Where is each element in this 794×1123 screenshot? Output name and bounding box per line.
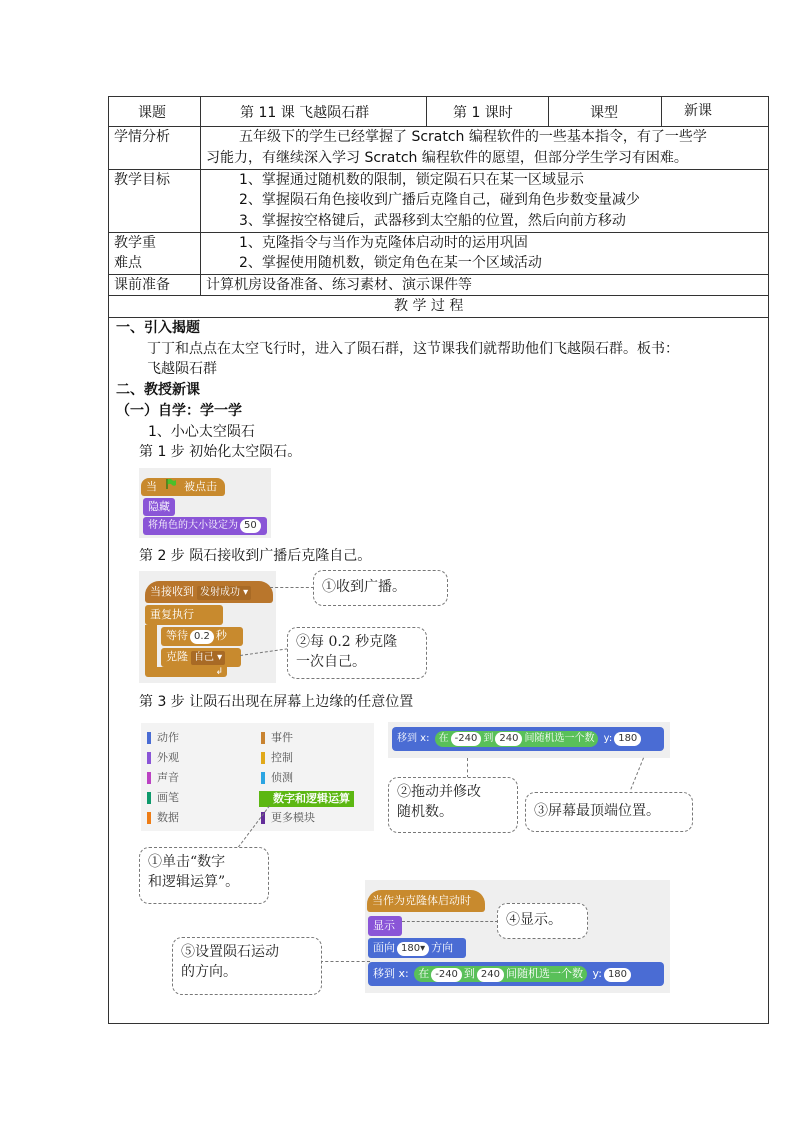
category-swatch	[147, 752, 151, 764]
random-from: -240	[451, 732, 482, 746]
clone-target-value: 自己	[194, 652, 214, 663]
clone-label: 克隆	[166, 650, 188, 663]
col-divider	[661, 96, 662, 126]
palette-category[interactable]	[261, 731, 293, 745]
category-label: 声音	[157, 771, 179, 784]
lesson-topic: 第 11 课 飞越陨石群	[240, 105, 370, 121]
callout-edit-random	[388, 777, 518, 833]
category-label: 外观	[157, 751, 179, 764]
callout-clone-line: 一次自己。	[296, 654, 366, 670]
callout-edit-line: 随机数。	[397, 804, 453, 820]
key-label: 教学重	[114, 235, 156, 251]
random-block	[435, 731, 599, 747]
script-receive-panel	[139, 571, 276, 683]
goto-random-block	[368, 962, 664, 986]
y-value: 180	[614, 732, 641, 746]
category-swatch	[263, 793, 267, 805]
goal-item: 3、掌握按空格键后，武器移到太空船的位置，然后向前方移动	[239, 213, 626, 229]
palette-category[interactable]	[147, 751, 179, 765]
wait-label: 等待	[166, 629, 188, 642]
section-1-text: 丁丁和点点在太空飞行时，进入了陨石群，这节课我们就帮助他们飞越陨石群。板书：	[147, 341, 679, 357]
category-swatch	[147, 772, 151, 784]
key-item: 1、克隆指令与当作为克隆体启动时的运用巩固	[239, 235, 528, 251]
set-size-label: 将角色的大小设定为	[148, 520, 238, 531]
direction-label: 方向	[431, 941, 454, 954]
callout-direction-line: 的方向。	[181, 964, 237, 980]
prep-label: 课前准备	[114, 277, 170, 293]
category-label: 控制	[271, 751, 293, 764]
receive-label: 当接收到	[150, 585, 194, 598]
goals-label: 教学目标	[114, 172, 170, 188]
message-value: 发射成功	[200, 587, 240, 598]
step-3-text: 第 3 步 让陨石出现在屏幕上边缘的任意位置	[139, 694, 414, 710]
callout-edit-line: ②拖动并修改	[397, 784, 481, 800]
category-swatch	[147, 792, 151, 804]
category-label: 数据	[157, 811, 179, 824]
key-item: 2、掌握使用随机数，锁定角色在某一个区域活动	[239, 255, 542, 271]
key-label: 难点	[114, 255, 142, 271]
repeat-forever-block: 重复执行	[145, 605, 223, 625]
y-label: y:	[603, 733, 613, 744]
category-label: 数字和逻辑运算	[273, 792, 350, 805]
set-size-block	[143, 517, 267, 535]
analysis-label: 学情分析	[114, 129, 170, 145]
wait-block	[161, 627, 243, 646]
clone-block	[161, 648, 241, 667]
lesson-period: 第 1 课时	[453, 105, 513, 121]
category-label: 动作	[157, 731, 179, 744]
message-dropdown: 发射成功 ▾	[197, 586, 251, 600]
category-swatch	[261, 772, 265, 784]
category-swatch	[261, 732, 265, 744]
size-value: 50	[240, 519, 261, 533]
random-to: 240	[495, 732, 522, 746]
lesson-type: 新课	[684, 103, 712, 119]
point-direction-block	[368, 938, 466, 958]
wait-value: 0.2	[190, 630, 214, 644]
section-1-text: 飞越陨石群	[147, 361, 217, 377]
callout-click-line: 和逻辑运算”。	[148, 874, 240, 890]
random-pick-label: 间随机选一个数	[524, 733, 595, 744]
palette-category[interactable]	[147, 791, 179, 805]
random-to: 240	[477, 968, 504, 982]
block-palette-panel	[141, 723, 374, 831]
category-label: 更多模块	[271, 811, 315, 824]
repeat-c-arm	[145, 625, 157, 667]
process-title: 教 学 过 程	[394, 298, 464, 314]
when-receive-block	[145, 581, 273, 603]
random-to-label: 到	[463, 967, 475, 980]
callout-click-operators	[139, 847, 269, 904]
section-2-title: 二、教授新课	[116, 382, 200, 398]
analysis-text: 五年级下的学生已经掌握了 Scratch 编程软件的一些基本指令，有了一些学	[239, 129, 707, 145]
palette-category[interactable]	[147, 731, 179, 745]
category-swatch	[147, 812, 151, 824]
goal-item: 2、掌握陨石角色接收到广播后克隆自己，碰到角色步数变量减少	[239, 192, 640, 208]
callout-connector	[270, 587, 314, 588]
step-1-text: 第 1 步 初始化太空陨石。	[139, 444, 302, 460]
col-divider	[426, 96, 427, 126]
goto-label: 移到 x:	[373, 967, 409, 980]
green-flag-icon	[165, 478, 177, 496]
palette-category[interactable]	[261, 771, 293, 785]
goal-item: 1、掌握通过随机数的限制，锁定陨石只在某一区域显示	[239, 172, 584, 188]
repeat-loop-arrow-icon: ↲	[145, 667, 227, 677]
category-label: 侦测	[271, 771, 293, 784]
clone-target-dropdown: 自己 ▾	[191, 651, 225, 665]
point-label: 面向	[373, 941, 395, 954]
callout-direction	[172, 937, 322, 995]
callout-receive: ①收到广播。	[313, 570, 448, 606]
random-pick-label: 间随机选一个数	[506, 967, 584, 980]
when-label: 当	[146, 480, 157, 493]
category-label: 事件	[271, 731, 293, 744]
palette-category[interactable]	[261, 811, 315, 825]
palette-category[interactable]	[261, 751, 293, 765]
script-init-panel	[139, 468, 271, 538]
clicked-label: 被点击	[184, 480, 217, 493]
callout-connector	[320, 961, 370, 962]
section-2-item: 1、小心太空陨石	[148, 424, 255, 440]
col-divider	[548, 96, 549, 126]
palette-category[interactable]	[259, 791, 354, 807]
random-block	[414, 966, 587, 982]
random-in-label: 在	[418, 967, 430, 980]
random-in-label: 在	[438, 733, 449, 744]
callout-connector	[467, 758, 468, 778]
goto-label: 移到 x:	[397, 733, 430, 744]
row-divider	[108, 317, 769, 318]
callout-top-position: ③屏幕最顶端位置。	[525, 792, 693, 832]
callout-clone-line: ②每 0.2 秒克隆	[296, 634, 398, 650]
seconds-label: 秒	[215, 629, 227, 642]
category-swatch	[147, 732, 151, 744]
show-block: 显示	[368, 916, 402, 936]
hide-block: 隐藏	[143, 498, 175, 516]
goto-random-block	[392, 727, 664, 751]
random-from: -240	[431, 968, 462, 982]
y-value: 180	[604, 968, 631, 982]
section-1-title: 一、引入揭题	[116, 320, 200, 336]
analysis-text: 习能力，有继续深入学习 Scratch 编程软件的愿望，但部分学生学习有困难。	[206, 150, 688, 166]
callout-connector	[402, 921, 498, 922]
category-label: 画笔	[157, 791, 179, 804]
goto-script-panel	[388, 722, 670, 758]
random-to-label: 到	[483, 733, 494, 744]
palette-category[interactable]	[147, 771, 179, 785]
callout-clone	[287, 627, 427, 679]
callout-direction-line: ⑤设置陨石运动	[181, 944, 279, 960]
y-label: y:	[592, 967, 602, 980]
when-start-as-clone-block: 当作为克隆体启动时	[367, 890, 485, 912]
step-2-text: 第 2 步 陨石接收到广播后克隆自己。	[139, 548, 372, 564]
callout-click-line: ①单击“数字	[148, 854, 226, 870]
section-2-subtitle: （一）自学：学一学	[116, 403, 242, 419]
palette-category[interactable]	[147, 811, 179, 825]
category-swatch	[261, 752, 265, 764]
direction-value: 180▾	[397, 942, 429, 956]
label-type: 课型	[590, 105, 618, 121]
when-flag-clicked-block	[141, 478, 225, 496]
callout-show: ④显示。	[497, 903, 588, 939]
label-topic: 课题	[138, 105, 166, 121]
col-divider	[200, 96, 201, 295]
prep-text: 计算机房设备准备、练习素材、演示课件等	[206, 277, 472, 293]
